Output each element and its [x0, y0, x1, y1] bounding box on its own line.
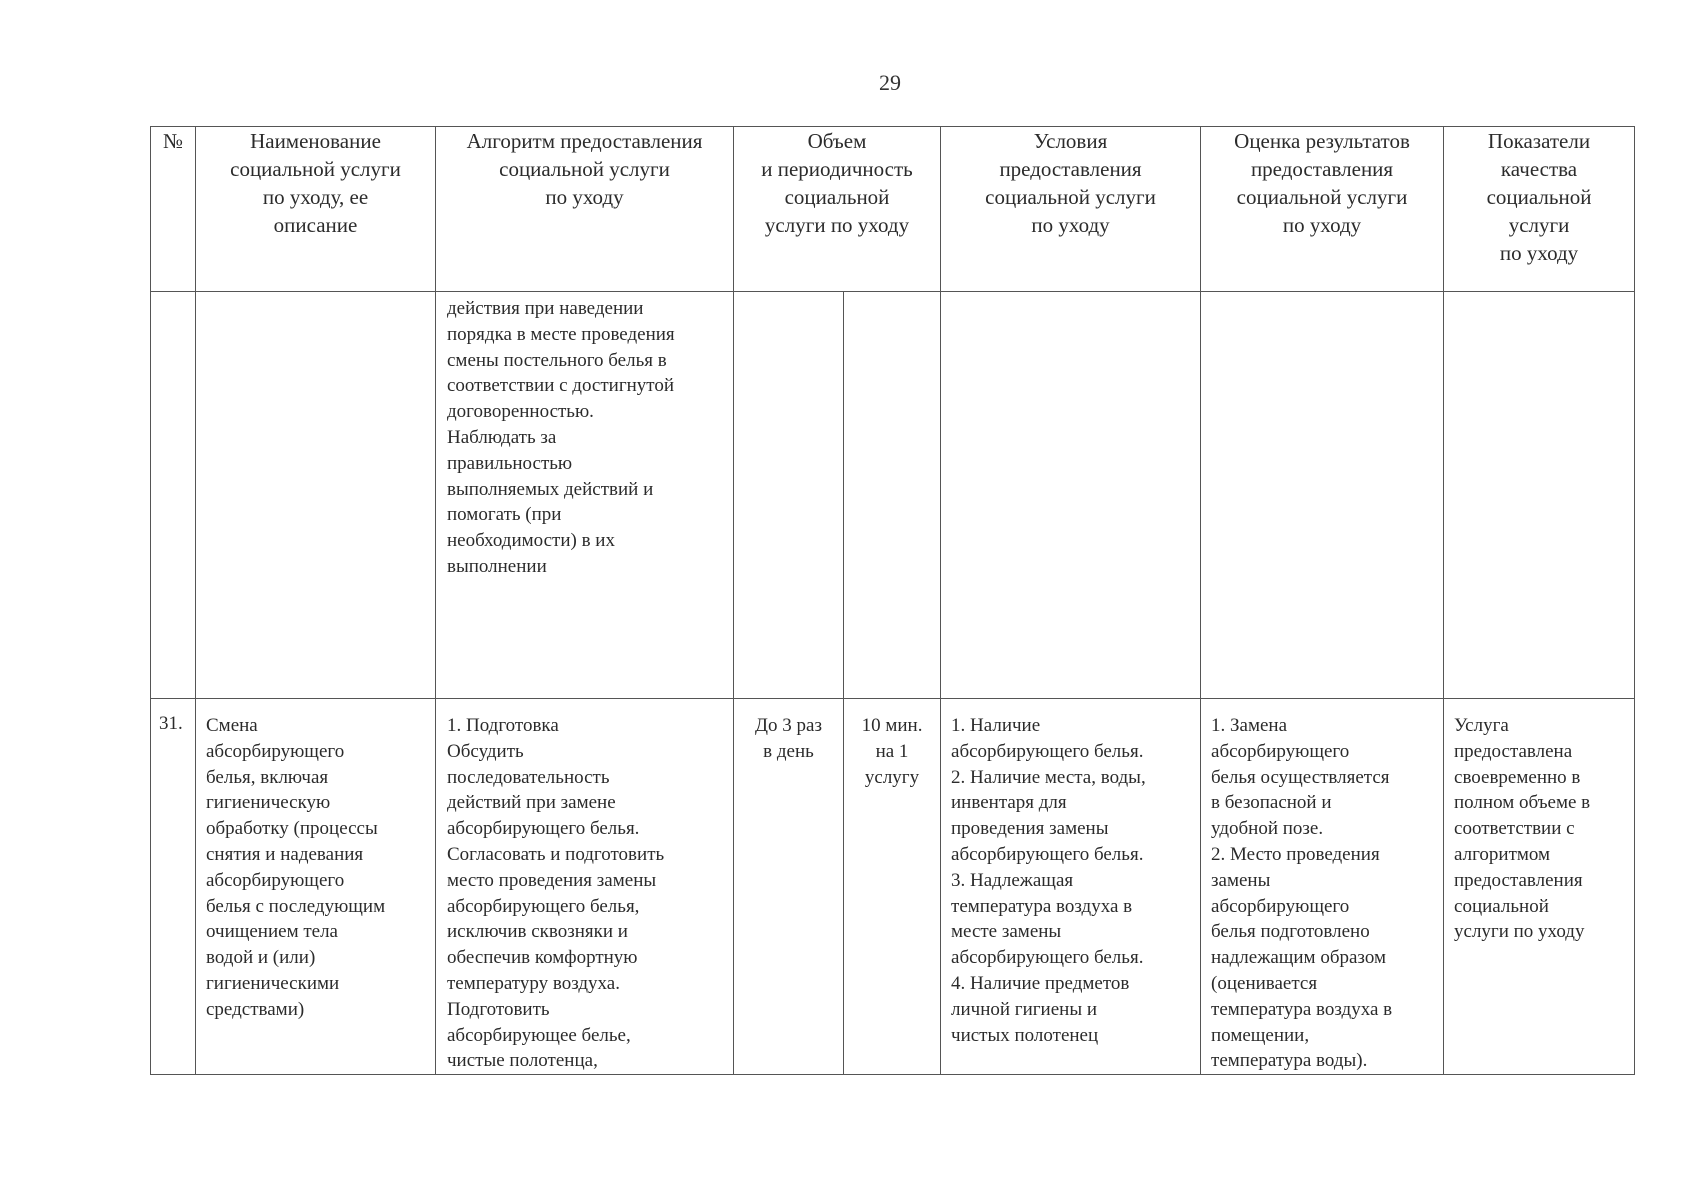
cell-service-name — [196, 699, 436, 1075]
table-row-31 — [151, 699, 1635, 1075]
cell-algorithm-continuation — [436, 292, 734, 699]
volume-text: 10 мин. на 1 услугу — [861, 715, 923, 788]
cell-quality-empty — [1444, 292, 1635, 699]
cell-conditions — [941, 699, 1201, 1075]
social-services-table — [150, 126, 1635, 1075]
header-conditions: Условия предоставления социальной услуги по уходу — [941, 127, 1201, 292]
cell-periodicity-empty — [734, 292, 844, 699]
cell-evaluation-empty — [1201, 292, 1444, 699]
evaluation-text: 1. Замена абсорбирующего белья осуществляется в безопасной и удобной позе. 2. Место проведения замены абсорбирующего белья подготовлено надлежащим образом (оценивается температура воздуха в помещении, температура воды). — [1211, 715, 1393, 1072]
header-volume-periodicity: Объем и периодичность социальной услуги по уходу — [734, 127, 941, 292]
row-number: 31. — [159, 713, 183, 734]
cell-periodicity — [734, 699, 844, 1075]
algorithm-text: 1. Подготовка Обсудить последовательность действий при замене абсорбирующего белья. Согласовать и подготовить место проведения замены абсорбирующего белья, исключив сквозняки и обеспечив комфортную температуру воздуха. Подготовить абсорбирующее белье, чистые полотенца, — [447, 715, 665, 1072]
cell-row-number — [151, 699, 196, 1075]
header-quality-indicators: Показатели качества социальной услуги по уходу — [1444, 127, 1635, 292]
quality-text: Услуга предоставлена своевременно в полном объеме в соответствии с алгоритмом предоставления социальной услуги по уходу — [1454, 715, 1591, 943]
algorithm-continuation-text: действия при наведении порядка в месте проведения смены постельного белья в соответствии с достигнутой договоренностью. Наблюдать за правильностью выполняемых действий и помогать (при необходимости) в их выполнении — [447, 298, 675, 577]
cell-evaluation — [1201, 699, 1444, 1075]
cell-conditions-empty — [941, 292, 1201, 699]
header-service-name: Наименование социальной услуги по уходу, ее описание — [196, 127, 436, 292]
conditions-text: 1. Наличие абсорбирующего белья. 2. Наличие места, воды, инвентаря для проведения замены абсорбирующего белья. 3. Надлежащая температура воздуха в месте замены абсорбирующего белья. 4. Наличие предметов личной гигиены и чистых полотенец — [951, 715, 1146, 1046]
cell-quality — [1444, 699, 1635, 1075]
page-number: 29 — [879, 70, 901, 95]
header-row — [151, 127, 1635, 292]
header-number: № — [151, 127, 196, 292]
service-name-text: Смена абсорбирующего белья, включая гигиеническую обработку (процессы снятия и надевания абсорбирующего белья с последующим очищением тела водой и (или) гигиеническими средствами) — [206, 715, 386, 1020]
table-row-continuation — [151, 292, 1635, 699]
cell-volume — [844, 699, 941, 1075]
periodicity-text: До 3 раз в день — [755, 715, 822, 762]
cell-algorithm — [436, 699, 734, 1075]
cell-number-empty — [151, 292, 196, 699]
cell-name-empty — [196, 292, 436, 699]
cell-volume-empty — [844, 292, 941, 699]
header-evaluation: Оценка результатов предоставления социальной услуги по уходу — [1201, 127, 1444, 292]
header-algorithm: Алгоритм предоставления социальной услуги по уходу — [436, 127, 734, 292]
